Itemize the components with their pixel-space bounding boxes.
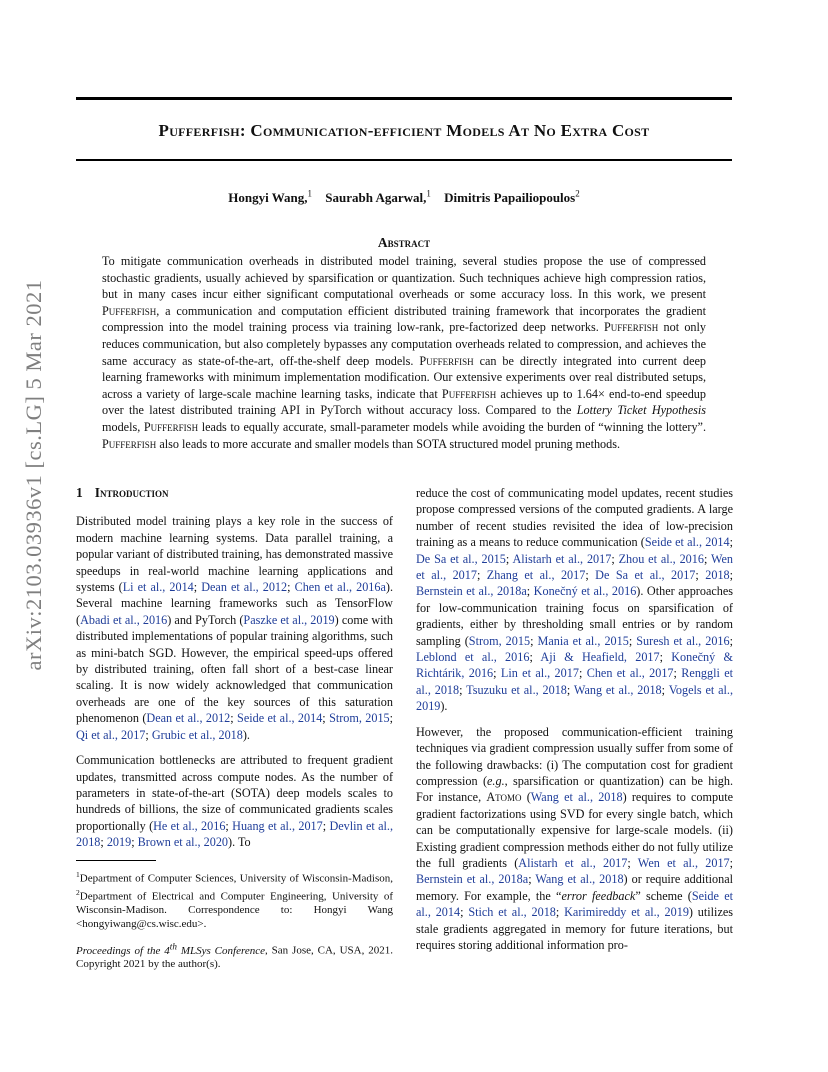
citation-link[interactable]: Karimireddy et al., 2019 bbox=[564, 905, 689, 920]
author: Hongyi Wang,$^1$ bbox=[228, 189, 312, 206]
citation-link[interactable]: 2018 bbox=[705, 568, 730, 583]
citation-link[interactable]: Strom, 2015 bbox=[329, 711, 390, 726]
citation-link[interactable]: Lin et al., 2017 bbox=[500, 666, 579, 681]
citation-link[interactable]: Li et al., 2014 bbox=[122, 580, 194, 595]
abstract-heading: Abstract bbox=[377, 235, 431, 250]
citation-link[interactable]: Qi et al., 2017 bbox=[76, 727, 146, 742]
citation-link[interactable]: Alistarh et al., 2017 bbox=[518, 855, 628, 870]
citation-link[interactable]: Seide et al., 2014 bbox=[237, 711, 323, 726]
arxiv-identifier: arXiv:2103.03936v1 [cs.LG] 5 Mar 2021 bbox=[21, 279, 46, 671]
citation-link[interactable]: Seide et al., 2014 bbox=[416, 888, 733, 920]
footnote-rule bbox=[76, 860, 156, 861]
paragraph: reduce the cost of communicating model updates, recent studies propose compressed versions of the computed gradients. A large number of recent studies revisited the idea of low-precision training as a means to reduce communication (Seide et al., 2014; De Sa et al., 2015; Alistarh et al., 2017; Zhou et al., 2016; Wen et al., 2017; Zhang et al., 2017; De Sa et al., 2017; 2018; Bernstein et al., 2018a; Konečný et al., 2016). Other approaches for low-communication training focus on sparsification of gradients, either by thresholding small entries or by random sampling (Strom, 2015; Mania et al., 2015; Suresh et al., 2016; Leblond et al., 2016; Aji & Heafield, 2017; Konečný & Richtárik, 2016; Lin et al., 2017; Chen et al., 2017; Renggli et al., 2018; Tsuzuku et al., 2018; Wang et al., 2018; Vogels et al., 2019). bbox=[416, 486, 734, 714]
citation-link[interactable]: Aji & Heafield, 2017 bbox=[540, 650, 660, 665]
citation-link[interactable]: Suresh et al., 2016 bbox=[636, 633, 730, 648]
right-column bbox=[416, 485, 733, 962]
citation-link[interactable]: Konečný & Richtárik, 2016 bbox=[416, 650, 733, 681]
citation-link[interactable]: Alistarh et al., 2017 bbox=[512, 551, 612, 566]
citation-link[interactable]: Abadi et al., 2016 bbox=[80, 612, 168, 627]
paragraph: Distributed model training plays a key role in the success of modern machine learning systems. Data parallel training, a popular variant of distributed training, has demonstrated massive speedups in real-world machine learning applications and systems (Li et al., 2014; Dean et al., 2012; Chen et al., 2016a). Several machine learning frameworks such as TensorFlow (Abadi et al., 2016) and PyTorch (Paszke et al., 2019) come with distributed implementations of popular training algorithms, such as mini-batch SGD. However, the empirical speed-ups offered by distributed training, often fall short of a best-case linear scaling. It is now widely acknowledged that communication overheads are one of the key sources of this saturation phenomenon (Dean et al., 2012; Seide et al., 2014; Strom, 2015; Qi et al., 2017; Grubic et al., 2018). bbox=[76, 514, 394, 742]
citation-link[interactable]: Mania et al., 2015 bbox=[537, 633, 629, 648]
citation-link[interactable]: Wang et al., 2018 bbox=[573, 682, 662, 697]
citation-link[interactable]: Vogels et al., 2019 bbox=[416, 682, 734, 714]
citation-link[interactable]: He et al., 2016 bbox=[153, 818, 226, 833]
citation-link[interactable]: Huang et al., 2017 bbox=[232, 818, 323, 833]
citation-link[interactable]: Stich et al., 2018 bbox=[468, 905, 556, 920]
title-rule-bottom bbox=[76, 159, 732, 161]
citation-link[interactable]: Renggli et al., 2018 bbox=[416, 666, 734, 697]
citation-link[interactable]: Wang et al., 2018 bbox=[530, 790, 623, 805]
citation-link[interactable]: Konečný et al., 2016 bbox=[533, 584, 637, 599]
left-column bbox=[76, 485, 393, 981]
section-heading-introduction: 1 Introduction bbox=[76, 485, 169, 500]
citation-link[interactable]: Paszke et al., 2019 bbox=[243, 612, 335, 627]
citation-link[interactable]: 2019 bbox=[106, 835, 132, 850]
citation-link[interactable]: Seide et al., 2014 bbox=[644, 535, 730, 550]
citation-link[interactable]: Wen et al., 2017 bbox=[416, 551, 734, 583]
citation-link[interactable]: Dean et al., 2012 bbox=[201, 580, 288, 595]
citation-link[interactable]: Chen et al., 2017 bbox=[586, 666, 674, 681]
citation-link[interactable]: Brown et al., 2020 bbox=[137, 835, 229, 850]
citation-link[interactable]: Wang et al., 2018 bbox=[535, 872, 624, 887]
citation-link[interactable]: Strom, 2015 bbox=[468, 633, 531, 648]
paragraph: Communication bottlenecks are attributed to frequent gradient updates, transmitted across compute nodes. As the number of parameters in state-of-the-art (SOTA) deep models scales to hundreds of billions, the size of communicated gradients scales proportionally (He et al., 2016; Huang et al., 2017; Devlin et al., 2018; 2019; Brown et al., 2020). To bbox=[76, 753, 394, 850]
citation-link[interactable]: Zhang et al., 2017 bbox=[486, 568, 586, 583]
citation-link[interactable]: Bernstein et al., 2018a bbox=[416, 872, 529, 887]
proceedings-note: Proceedings of the 4th MLSys Conference, San Jose, CA, USA, 2021. Copyright 2021 by the author(s). bbox=[76, 941, 393, 971]
citation-link[interactable]: De Sa et al., 2015 bbox=[416, 551, 506, 566]
citation-link[interactable]: Leblond et al., 2016 bbox=[416, 650, 530, 665]
author: Dimitris Papailiopoulos$^2$ bbox=[444, 189, 580, 206]
citation-link[interactable]: De Sa et al., 2017 bbox=[595, 568, 696, 583]
author-list bbox=[76, 189, 732, 206]
author: Saurabh Agarwal,$^1$ bbox=[325, 189, 431, 206]
citation-link[interactable]: Devlin et al., 2018 bbox=[76, 818, 394, 850]
citation-link[interactable]: Chen et al., 2016a bbox=[294, 580, 386, 595]
citation-link[interactable]: Dean et al., 2012 bbox=[146, 711, 231, 726]
paragraph: However, the proposed communication-efficient training techniques via gradient compression usually suffer from some of the following drawbacks: (i) The computation cost for gradient compression (e.g., sparsification or quantization) can be high. For instance, Atomo (Wang et al., 2018) requires to compute gradient factorizations using SVD for every single batch, which can be computationally expensive for large-scale models. (ii) Existing gradient compression methods either do not fully utilize the full gradients (Alistarh et al., 2017; Wen et al., 2017; Bernstein et al., 2018a; Wang et al., 2018) or require additional memory. For example, the “error feedback” scheme (Seide et al., 2014; Stich et al., 2018; Karimireddy et al., 2019) utilizes stale gradients aggregated in memory for future iterations, but requires storing additional information pro- bbox=[416, 724, 734, 952]
citation-link[interactable]: Bernstein et al., 2018a bbox=[416, 584, 527, 599]
title-rule-top bbox=[76, 97, 732, 100]
paper-title: Pufferfish: Communication-efficient Models At No Extra Cost bbox=[158, 121, 650, 140]
citation-link[interactable]: Grubic et al., 2018 bbox=[151, 727, 243, 742]
footnote-affiliations: $^1$Department of Computer Sciences, University of Wisconsin-Madison, $^2$Department of Electrical and Computer Engineering, University of Wisconsin-Madison. Correspondence to: Hongyi Wang <hongyiwang@cs.wisc.edu>. bbox=[76, 869, 393, 930]
citation-link[interactable]: Zhou et al., 2016 bbox=[618, 551, 704, 566]
abstract-text: To mitigate communication overheads in distributed model training, several studies propose the use of compressed stochastic gradients, usually achieved by sparsification or quantization. Such techniques achieve high compression ratios, but in many cases incur either significant computational overheads or some accuracy loss. In this work, we present Pufferfish, a communication and computation efficient distributed training framework that incorporates the gradient compression into the model training process via training low-rank, pre-factorized deep networks. Pufferfish not only reduces communication, but also completely bypasses any computation overheads related to compression, and achieves the same accuracy as state-of-the-art, off-the-shelf deep models. Pufferfish can be directly integrated into current deep learning frameworks with minimum implementation modification. Our extensive experiments over real distributed setups, across a variety of large-scale machine learning tasks, indicate that Pufferfish achieves up to 1.64× end-to-end speedup over the latest distributed training API in PyTorch without accuracy loss. Compared to the Lottery Ticket Hypothesis models, Pufferfish leads to equally accurate, small-parameter models while avoiding the burden of “winning the lottery”. Pufferfish also leads to more accurate and smaller models than SOTA structured model pruning methods. bbox=[102, 254, 706, 451]
citation-link[interactable]: Wen et al., 2017 bbox=[637, 855, 730, 870]
citation-link[interactable]: Tsuzuku et al., 2018 bbox=[466, 682, 567, 697]
